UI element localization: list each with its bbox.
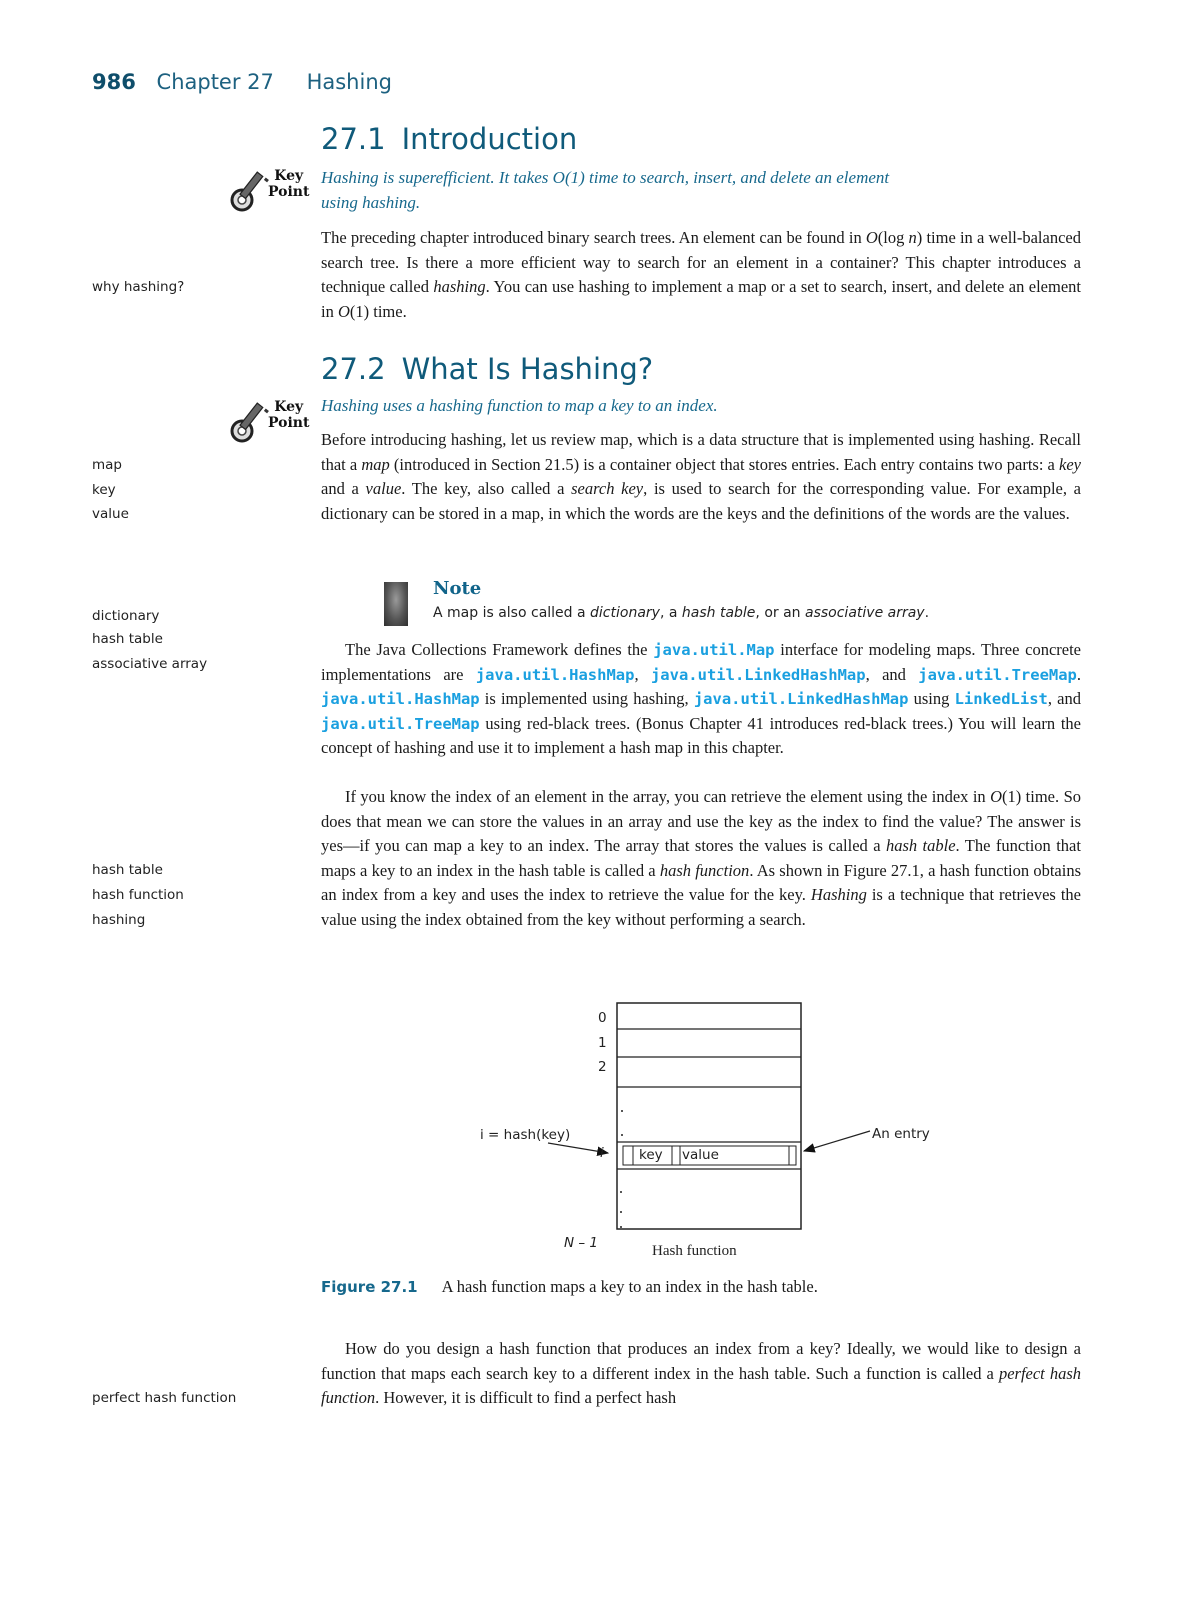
section-number: 27.2 [321, 352, 386, 386]
entry-value-label: value [682, 1147, 719, 1163]
running-header [92, 70, 392, 94]
code-linkedhashmap: java.util.LinkedHashMap [650, 665, 866, 684]
hash-key-annotation: i = hash(key) [480, 1127, 571, 1143]
row-label-1: 1 [598, 1035, 607, 1051]
code-treemap: java.util.TreeMap [918, 665, 1077, 684]
key-point-label: Key Point [268, 399, 310, 431]
figure-caption-text: A hash function maps a key to an index in the hash table. [441, 1277, 818, 1296]
key-point-text: Hashing uses a hashing function to map a key to an index. [321, 396, 718, 415]
figure-subtitle: Hash function [652, 1243, 737, 1259]
perfect-hash-paragraph: How do you design a hash function that produces an index from a key? Ideally, we would like to design a function that maps each search key to a different index in the hash table. Such a function is called a perfect hash function. However, it is difficult to find a perfect hash [321, 1339, 1082, 1408]
row-label-n-minus-1: N – 1 [564, 1235, 599, 1251]
hash-function-diagram [440, 995, 960, 1265]
note-image [384, 582, 408, 626]
page-number: 986 [92, 70, 136, 94]
margin-note-key: key [92, 482, 116, 498]
section-title: What Is Hashing? [401, 352, 654, 386]
code-linkedlist: LinkedList [954, 690, 1048, 709]
entry-key-label: key [639, 1147, 663, 1163]
code-hashmap: java.util.HashMap [321, 690, 480, 709]
key-point-label: Key Point [268, 168, 310, 200]
java-collections-paragraph: The Java Collections Framework defines the java.util.Map interface for modeling maps. Three concrete implementations are java.util.HashMap, java.util.LinkedHashMap, and java.util.TreeMap. java.util.HashMap is implemented using hashing, java.util.LinkedHashMap using LinkedList, and java.util.TreeMap using red-black trees. (Bonus Chapter 41 introduces red-black trees.) You will learn the concept of hashing and use it to implement a hash map in this chapter. [321, 640, 1082, 758]
note-text: A map is also called a dictionary, a hash table, or an associative array. [433, 605, 930, 621]
margin-note-dictionary: dictionary [92, 608, 160, 624]
section-heading-what-is-hashing [321, 352, 653, 386]
code-hashmap: java.util.HashMap [475, 665, 635, 684]
code-treemap: java.util.TreeMap [321, 714, 480, 733]
margin-note-hashing: hashing [92, 912, 146, 928]
key-point-icon [228, 397, 308, 445]
hash-table-paragraph: If you know the index of an element in the array, you can retrieve the element using the index in O(1) time. So does that mean we can store the values in an array and use the key as the index to find the value? The answer is yes—if you can map a key to an index. The array that stores the values is called a hash table. The function that maps a key to an index in the hash table is called a hash function. As shown in Figure 27.1, a hash function obtains an index from a key and uses the index to retrieve the value for the key. Hashing is a technique that retrieves the value using the index obtained from the key without performing a search. [321, 787, 1082, 929]
margin-note-value: value [92, 506, 129, 522]
intro-paragraph: The preceding chapter introduced binary search trees. An element can be found in O(log n) time in a well-balanced search tree. Is there a more efficient way to search for an element in a container? This chapter introduces a technique called hashing. You can use hashing to implement a map or a set to search, insert, and delete an element in O(1) time. [321, 228, 1081, 321]
margin-note-hash-table: hash table [92, 631, 163, 647]
code-java-util-map: java.util.Map [653, 641, 775, 659]
margin-note-hash-table: hash table [92, 862, 163, 878]
section-heading-introduction [321, 122, 577, 156]
margin-note-why-hashing: why hashing? [92, 279, 185, 295]
margin-note-associative-array: associative array [92, 656, 208, 672]
row-label-0: 0 [598, 1010, 607, 1026]
key-point-text: Hashing is superefficient. It takes O(1) time to search, insert, and delete an element using hashing. [321, 168, 890, 212]
code-linkedhashmap: java.util.LinkedHashMap [693, 690, 909, 709]
margin-note-perfect-hash-function: perfect hash function [92, 1390, 237, 1406]
key-point-icon [228, 166, 308, 214]
figure-caption [321, 1277, 818, 1297]
figure-label: Figure 27.1 [321, 1278, 418, 1296]
margin-note-hash-function: hash function [92, 887, 184, 903]
note-title: Note [433, 578, 482, 599]
chapter-label: Chapter 27 [156, 70, 274, 94]
row-label-2: 2 [598, 1059, 607, 1075]
chapter-title: Hashing [306, 70, 392, 94]
section-title: Introduction [401, 122, 578, 156]
row-label-i: i [600, 1145, 604, 1161]
entry-annotation: An entry [872, 1126, 930, 1142]
section-number: 27.1 [321, 122, 386, 156]
margin-note-map: map [92, 457, 122, 473]
map-paragraph: Before introducing hashing, let us review map, which is a data structure that is implemented using hashing. Recall that a map (introduced in Section 21.5) is a container object that stores entries. Each entry contains two parts: a key and a value. The key, also called a search key, is used to search for the corresponding value. For example, a dictionary can be stored in a map, in which the words are the keys and the definitions of the words are the values. [321, 430, 1082, 523]
